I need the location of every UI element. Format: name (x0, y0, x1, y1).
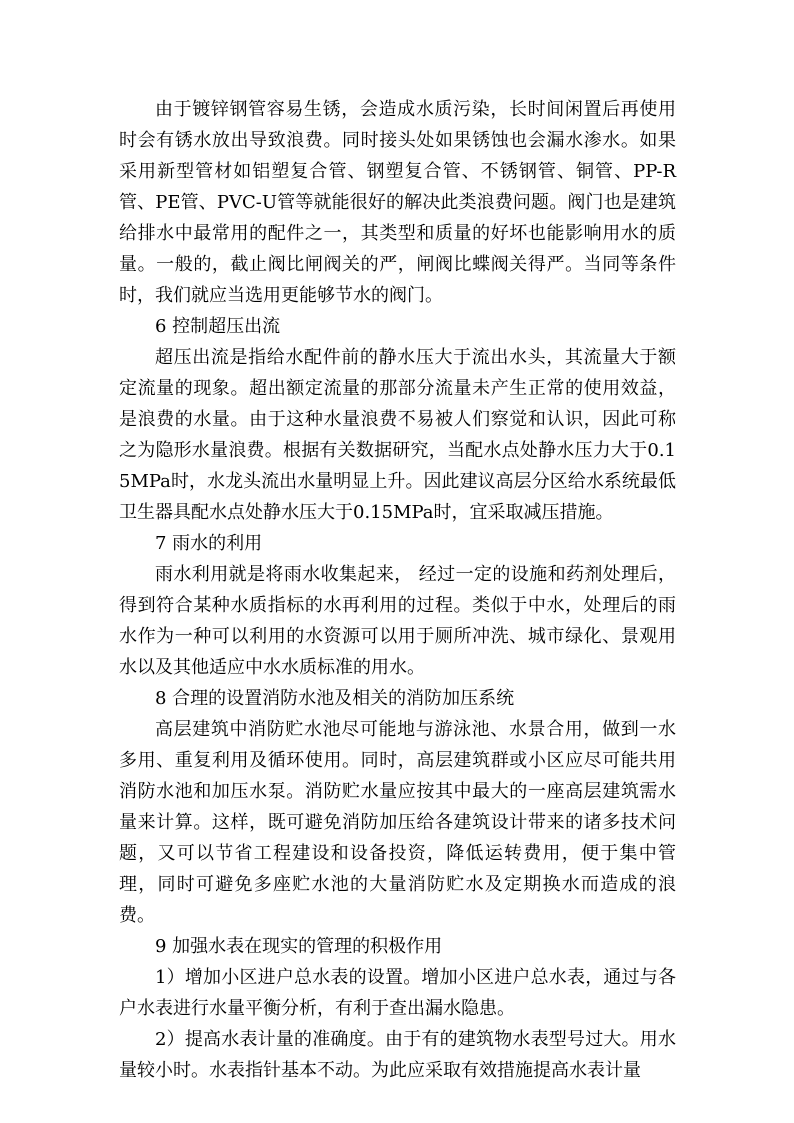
section-heading-7: 7 雨水的利用 (155, 533, 263, 554)
document-body (119, 94, 676, 1086)
paragraph-fire-pool: 高层建筑中消防贮水池尽可能地与游泳池、水景合用，做到一水多用、重复利用及循环使用。同时，高层建筑群或小区应尽可能共用消防水池和加压水泵。消防贮水量应按其中最大的一座高层建筑需水量来计算。这样，既可避免消防加压给各建筑设计带来的诸多技术问题，又可以节省工程建设和设备投资，降低运转费用，便于集中管理，同时可避免多座贮水池的大量消防贮水及定期换水而造成的浪费。 (119, 719, 676, 926)
section-heading-8: 8 合理的设置消防水池及相关的消防加压系统 (155, 688, 515, 709)
paragraph-overpressure: 超压出流是指给水配件前的静水压大于流出水头，其流量大于额定流量的现象。超出额定流量的那部分流量未产生正常的使用效益，是浪费的水量。由于这种水量浪费不易被人们察觉和认识，因此可称之为隐形水量浪费。根据有关数据研究，当配水点处静水压力大于0.15MPa时，水龙头流出水量明显上升。因此建议高层分区给水系统最低卫生器具配水点处静水压大于0.15MPa时，宜采取减压措施。 (119, 347, 676, 523)
section-heading-6: 6 控制超压出流 (155, 316, 281, 337)
paragraph-pipe-materials: 由于镀锌钢管容易生锈，会造成水质污染，长时间闲置后再使用时会有锈水放出导致浪费。同时接头处如果锈蚀也会漏水渗水。如果采用新型管材如铝塑复合管、钢塑复合管、不锈钢管、铜管、PP-R管、PE管、PVC-U管等就能很好的解决此类浪费问题。阀门也是建筑给排水中最常用的配件之一，其类型和质量的好坏也能影响用水的质量。一般的，截止阀比闸阀关的严，闸阀比蝶阀关得严。当同等条件时，我们就应当选用更能够节水的阀门。 (119, 99, 676, 306)
paragraph-meter-accuracy: 2）提高水表计量的准确度。由于有的建筑物水表型号过大。用水量较小时。水表指针基本不动。为此应采取有效措施提高水表计量 (119, 1029, 676, 1081)
paragraph-master-meter: 1）增加小区进户总水表的设置。增加小区进户总水表，通过与各户水表进行水量平衡分析，有利于查出漏水隐患。 (119, 967, 676, 1019)
paragraph-rainwater: 雨水利用就是将雨水收集起来， 经过一定的设施和药剂处理后，得到符合某种水质指标的水再利用的过程。类似于中水，处理后的雨水作为一种可以利用的水资源可以用于厕所冲洗、城市绿化、景观用水以及其他适应中水水质标准的用水。 (119, 564, 676, 678)
section-heading-9: 9 加强水表在现实的管理的积极作用 (155, 936, 443, 957)
